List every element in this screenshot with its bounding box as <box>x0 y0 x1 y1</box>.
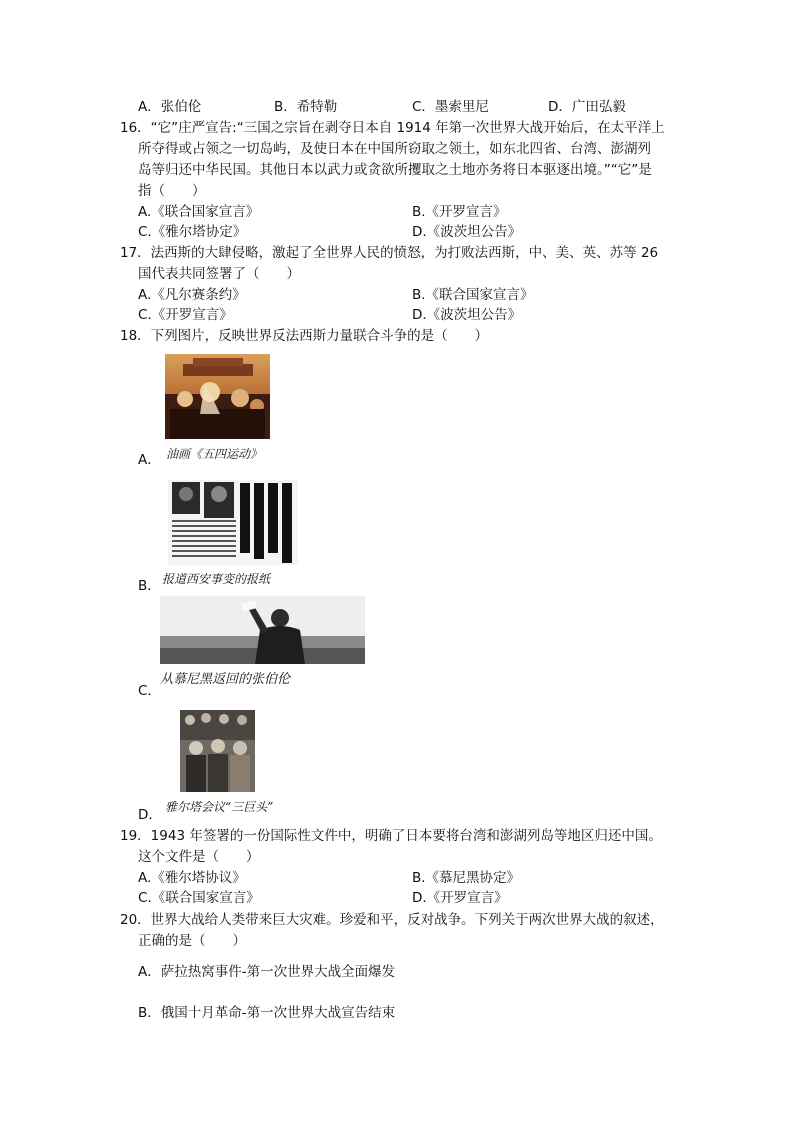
q16-stem-line-4: 指（ ） <box>138 183 206 199</box>
q18-stem: 18．下列图片，反映世界反法西斯力量联合斗争的是（ ） <box>120 328 489 344</box>
q17-stem-line-2: 国代表共同签署了（ ） <box>138 266 300 282</box>
q18-option-b-letter: B． <box>138 578 161 594</box>
q17-stem-line-1: 17．法西斯的大肆侵略，激起了全世界人民的愤怒，为打败法西斯，中、美、英、苏等 26 <box>120 245 659 261</box>
q20-option-b: B．俄国十月革命-第一次世界大战宣告结束 <box>138 1005 396 1021</box>
q17-options-row-1 <box>138 285 658 305</box>
q18-picture-a <box>165 354 270 439</box>
q16-stem-line-3: 岛等归还中华民国。其他日本以武力或贪欲所攫取之土地亦务将日本驱逐出境。”“它”是 <box>138 162 652 178</box>
q19-option-a: A.《雅尔塔协议》 <box>138 870 246 886</box>
q17-option-a: A.《凡尔赛条约》 <box>138 287 246 303</box>
q16-stem-line-2: 所夺得或占领之一切岛屿，及使日本在中国所窃取之领土，如东北四省、台湾、澎湖列 <box>138 141 651 157</box>
q18-option-c-caption: 从慕尼黑返回的张伯伦 <box>160 672 291 687</box>
q16-option-d: D.《波茨坦公告》 <box>412 224 522 240</box>
q18-option-d-letter: D． <box>138 807 162 823</box>
painting-image <box>165 354 270 439</box>
q19-stem-line-1: 19．1943 年签署的一份国际性文件中，明确了日本要将台湾和澎湖列岛等地区归还中国。 <box>120 828 662 844</box>
photo-image <box>160 596 365 664</box>
q15-option-a: A．张伯伦 <box>138 99 202 115</box>
q18-option-a-caption: 油画《五四运动》 <box>166 447 263 461</box>
q17-option-d: D.《波茨坦公告》 <box>412 307 522 323</box>
q19-option-d: D.《开罗宣言》 <box>412 890 508 906</box>
q19-options-row-1 <box>138 868 658 888</box>
q18-picture-d <box>180 710 255 792</box>
q16-options-row-1 <box>138 202 658 222</box>
q16-option-b: B.《开罗宣言》 <box>412 204 507 220</box>
yalta-photo-image <box>180 710 255 792</box>
q16-options-row-2 <box>138 222 658 242</box>
q15-option-b: B．希特勒 <box>274 99 338 115</box>
newspaper-image <box>168 480 298 565</box>
q17-options-row-2 <box>138 305 658 325</box>
q18-option-b-caption: 报道西安事变的报纸 <box>162 572 271 586</box>
q19-options-row-2 <box>138 888 658 908</box>
q17-option-c: C.《开罗宣言》 <box>138 307 233 323</box>
q15-options <box>138 97 658 117</box>
q20-stem-line-2: 正确的是（ ） <box>138 933 246 949</box>
q18-picture-c <box>160 596 365 664</box>
q16-stem-line-1: 16．“它”庄严宣告:“三国之宗旨在剥夺日本自 1914 年第一次世界大战开始后，在太平洋上 <box>120 120 665 136</box>
q15-option-c: C．墨索里尼 <box>412 99 489 115</box>
q19-stem-line-2: 这个文件是（ ） <box>138 849 260 865</box>
q16-option-c: C.《雅尔塔协定》 <box>138 224 247 240</box>
q16-option-a: A.《联合国家宣言》 <box>138 204 260 220</box>
q17-option-b: B.《联合国家宣言》 <box>412 287 534 303</box>
q20-option-a: A．萨拉热窝事件-第一次世界大战全面爆发 <box>138 964 396 980</box>
q19-option-c: C.《联合国家宣言》 <box>138 890 260 906</box>
q18-option-c-letter: C． <box>138 683 161 699</box>
q19-option-b: B.《慕尼黑协定》 <box>412 870 521 886</box>
q18-picture-b <box>168 480 298 565</box>
q20-stem-line-1: 20．世界大战给人类带来巨大灾难。珍爱和平，反对战争。下列关于两次世界大战的叙述， <box>120 912 664 928</box>
q18-option-a-letter: A． <box>138 452 161 468</box>
q18-option-d-caption: 雅尔塔会议“三巨头” <box>165 800 274 814</box>
q15-option-d: D．广田弘毅 <box>548 99 626 115</box>
